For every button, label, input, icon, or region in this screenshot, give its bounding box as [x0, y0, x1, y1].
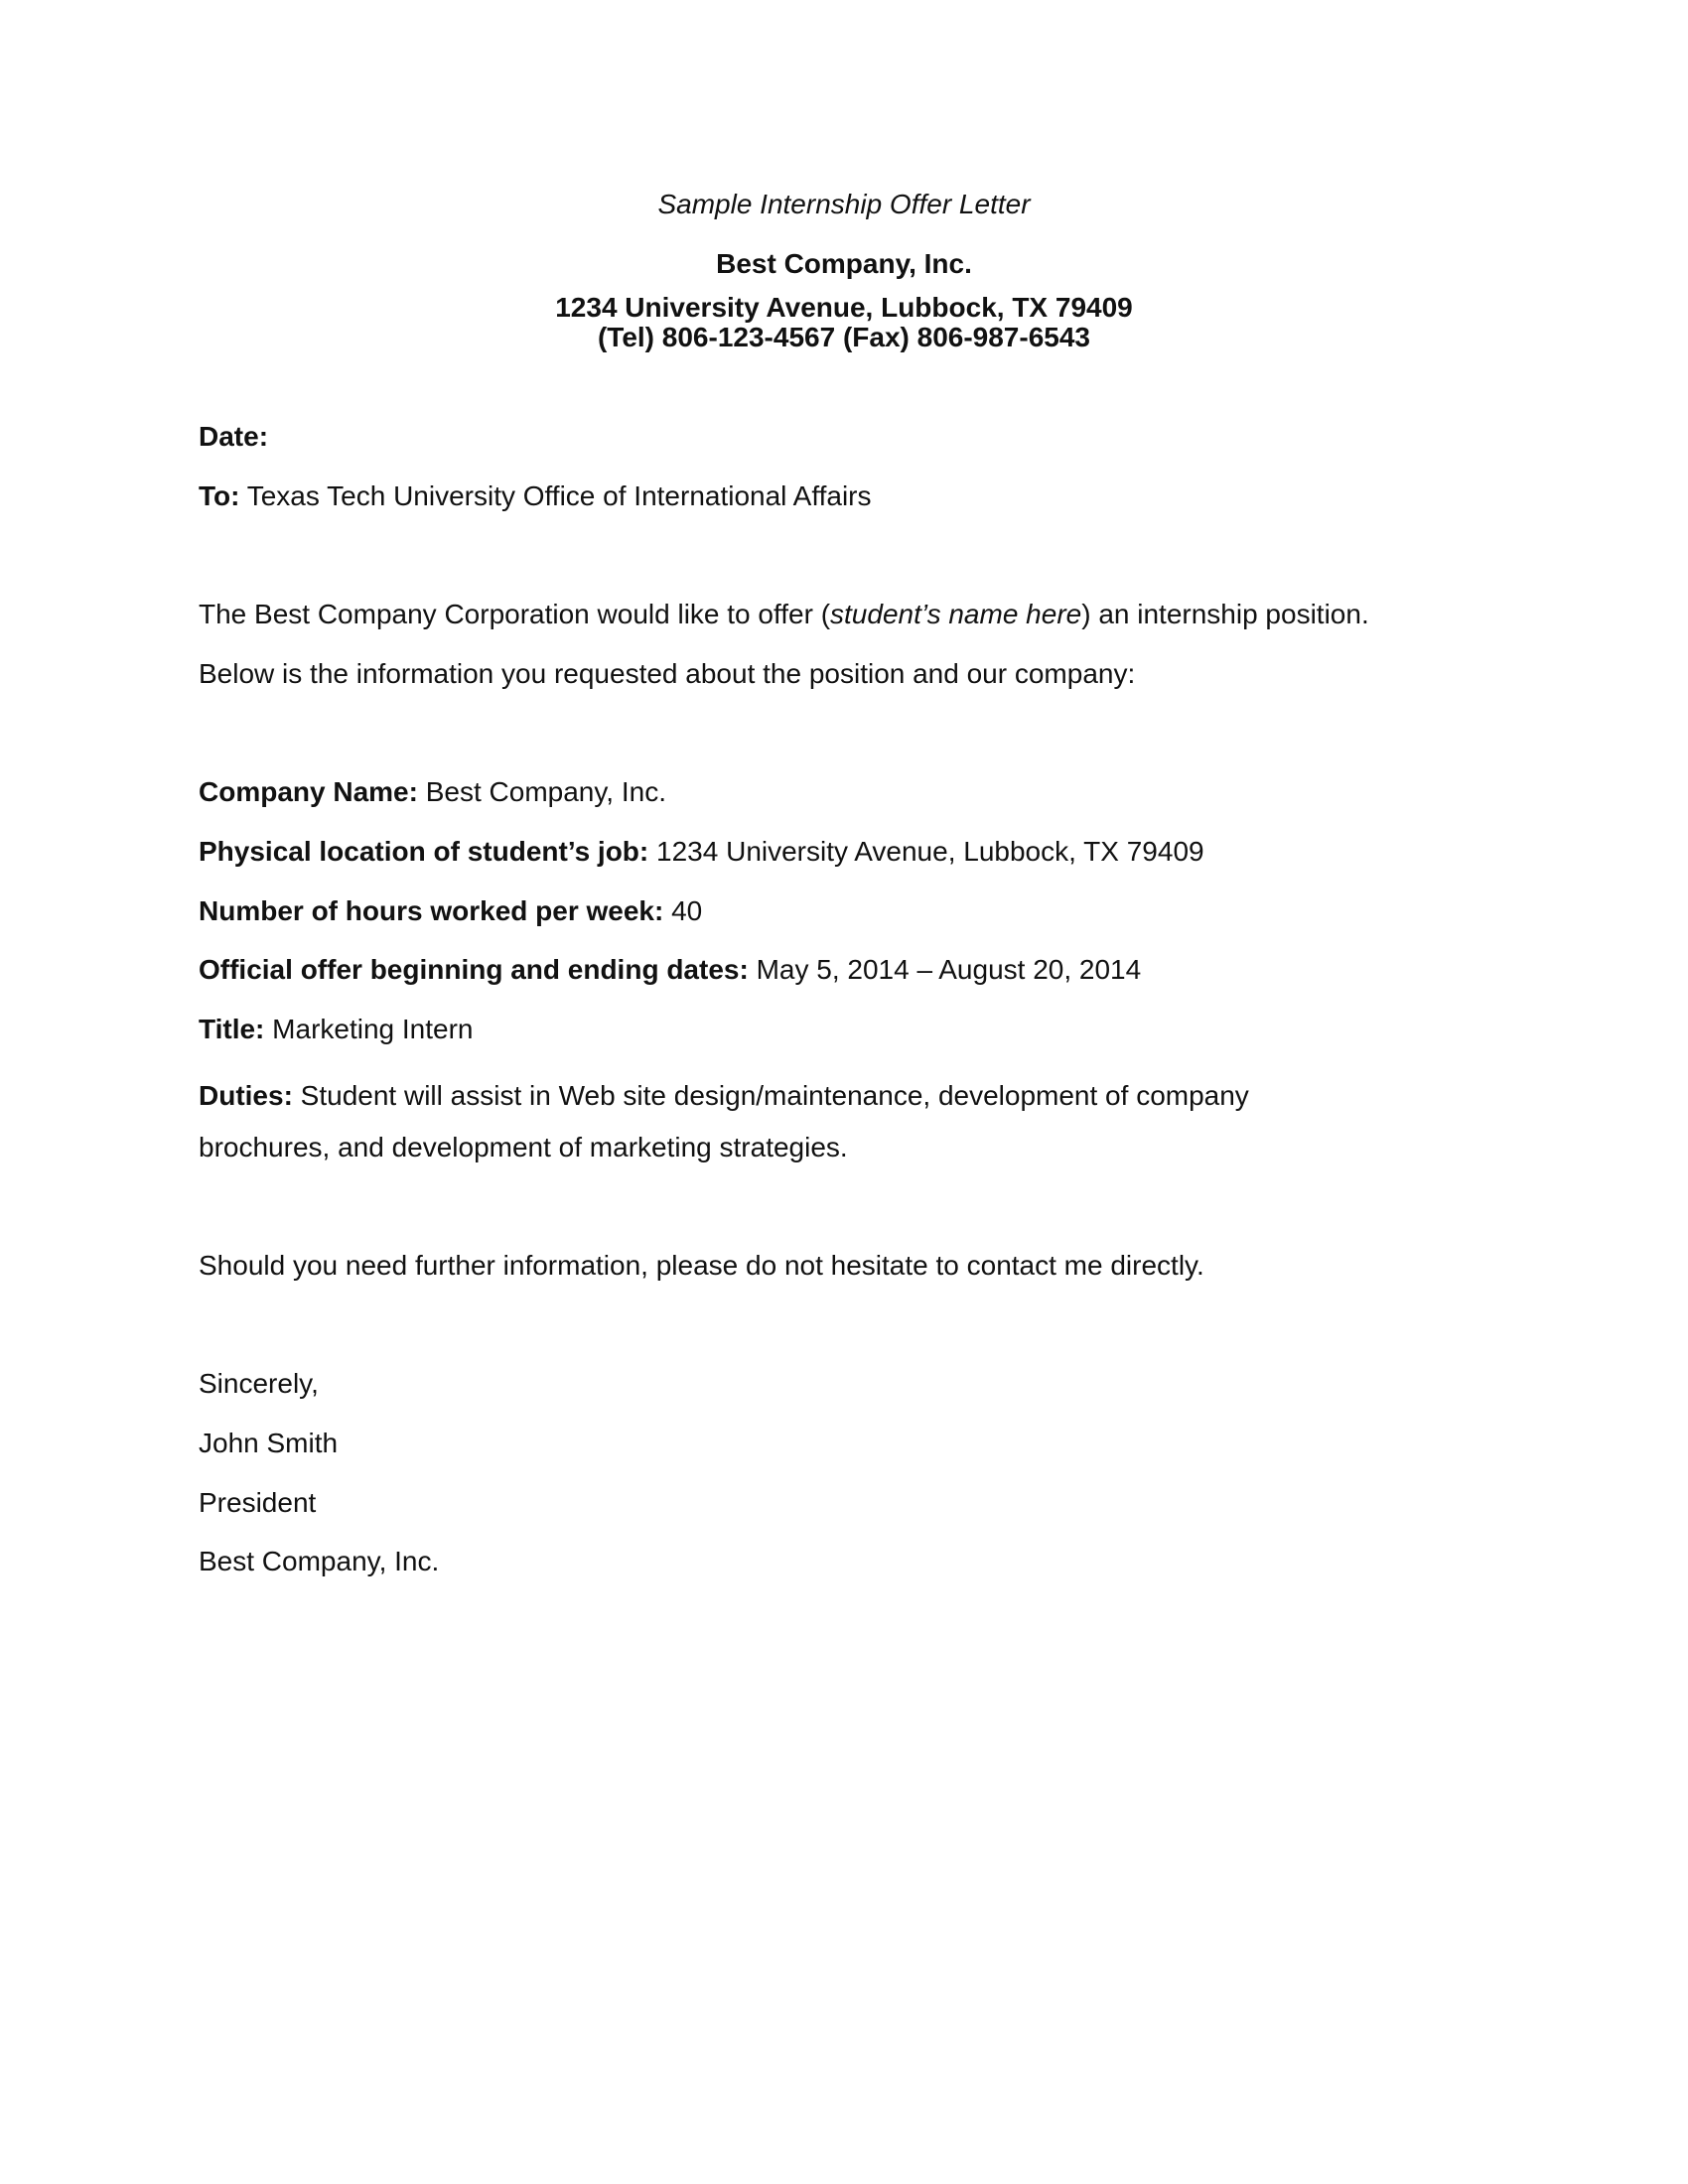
closing-text: Should you need further information, please do not hesitate to contact me directly. — [199, 1250, 1204, 1281]
dates-line — [199, 954, 1489, 986]
duties-label: Duties: — [199, 1080, 293, 1111]
company-name-line — [199, 776, 1489, 808]
title-label: Title: — [199, 1014, 265, 1044]
signature-name: John Smith — [199, 1428, 339, 1458]
date-label: Date: — [199, 421, 269, 452]
location-label: Physical location of student’s job: — [199, 836, 649, 867]
intro-text-after: ) an internship position. — [1081, 599, 1369, 629]
to-label: To: — [199, 480, 240, 511]
duties-line-2: brochures, and development of marketing strategies. — [199, 1132, 848, 1162]
hours-value: 40 — [663, 895, 703, 926]
to-value: Texas Tech University Office of International Affairs — [239, 480, 872, 511]
duties-line — [199, 1080, 1489, 1112]
company-name-value: Best Company, Inc. — [417, 776, 666, 807]
title-value: Marketing Intern — [264, 1014, 474, 1044]
date-line — [199, 421, 1489, 453]
dates-label: Official offer beginning and ending dates: — [199, 954, 749, 985]
document-title: Sample Internship Offer Letter — [657, 189, 1031, 219]
company-address: 1234 University Avenue, Lubbock, TX 79409 — [555, 292, 1133, 323]
to-line — [199, 480, 1489, 512]
hours-line — [199, 895, 1489, 927]
intro-line — [199, 599, 1489, 630]
signature-position: President — [199, 1487, 317, 1518]
company-name-label: Company Name: — [199, 776, 418, 807]
title-line — [199, 1014, 1489, 1045]
intro-text-before: The Best Company Corporation would like to offer ( — [199, 599, 831, 629]
duties-value-line1: Student will assist in Web site design/maintenance, development of company — [292, 1080, 1249, 1111]
company-heading: Best Company, Inc. — [716, 248, 972, 279]
hours-label: Number of hours worked per week: — [199, 895, 664, 926]
location-line — [199, 836, 1489, 868]
signature-closing: Sincerely, — [199, 1368, 319, 1399]
signature-company: Best Company, Inc. — [199, 1546, 440, 1576]
student-name-placeholder: student’s name here — [830, 599, 1082, 629]
intro-line-2: Below is the information you requested about the position and our company: — [199, 658, 1136, 689]
company-phone-fax: (Tel) 806-123-4567 (Fax) 806-987-6543 — [597, 322, 1090, 352]
dates-value: May 5, 2014 – August 20, 2014 — [748, 954, 1142, 985]
location-value: 1234 University Avenue, Lubbock, TX 79409 — [648, 836, 1204, 867]
